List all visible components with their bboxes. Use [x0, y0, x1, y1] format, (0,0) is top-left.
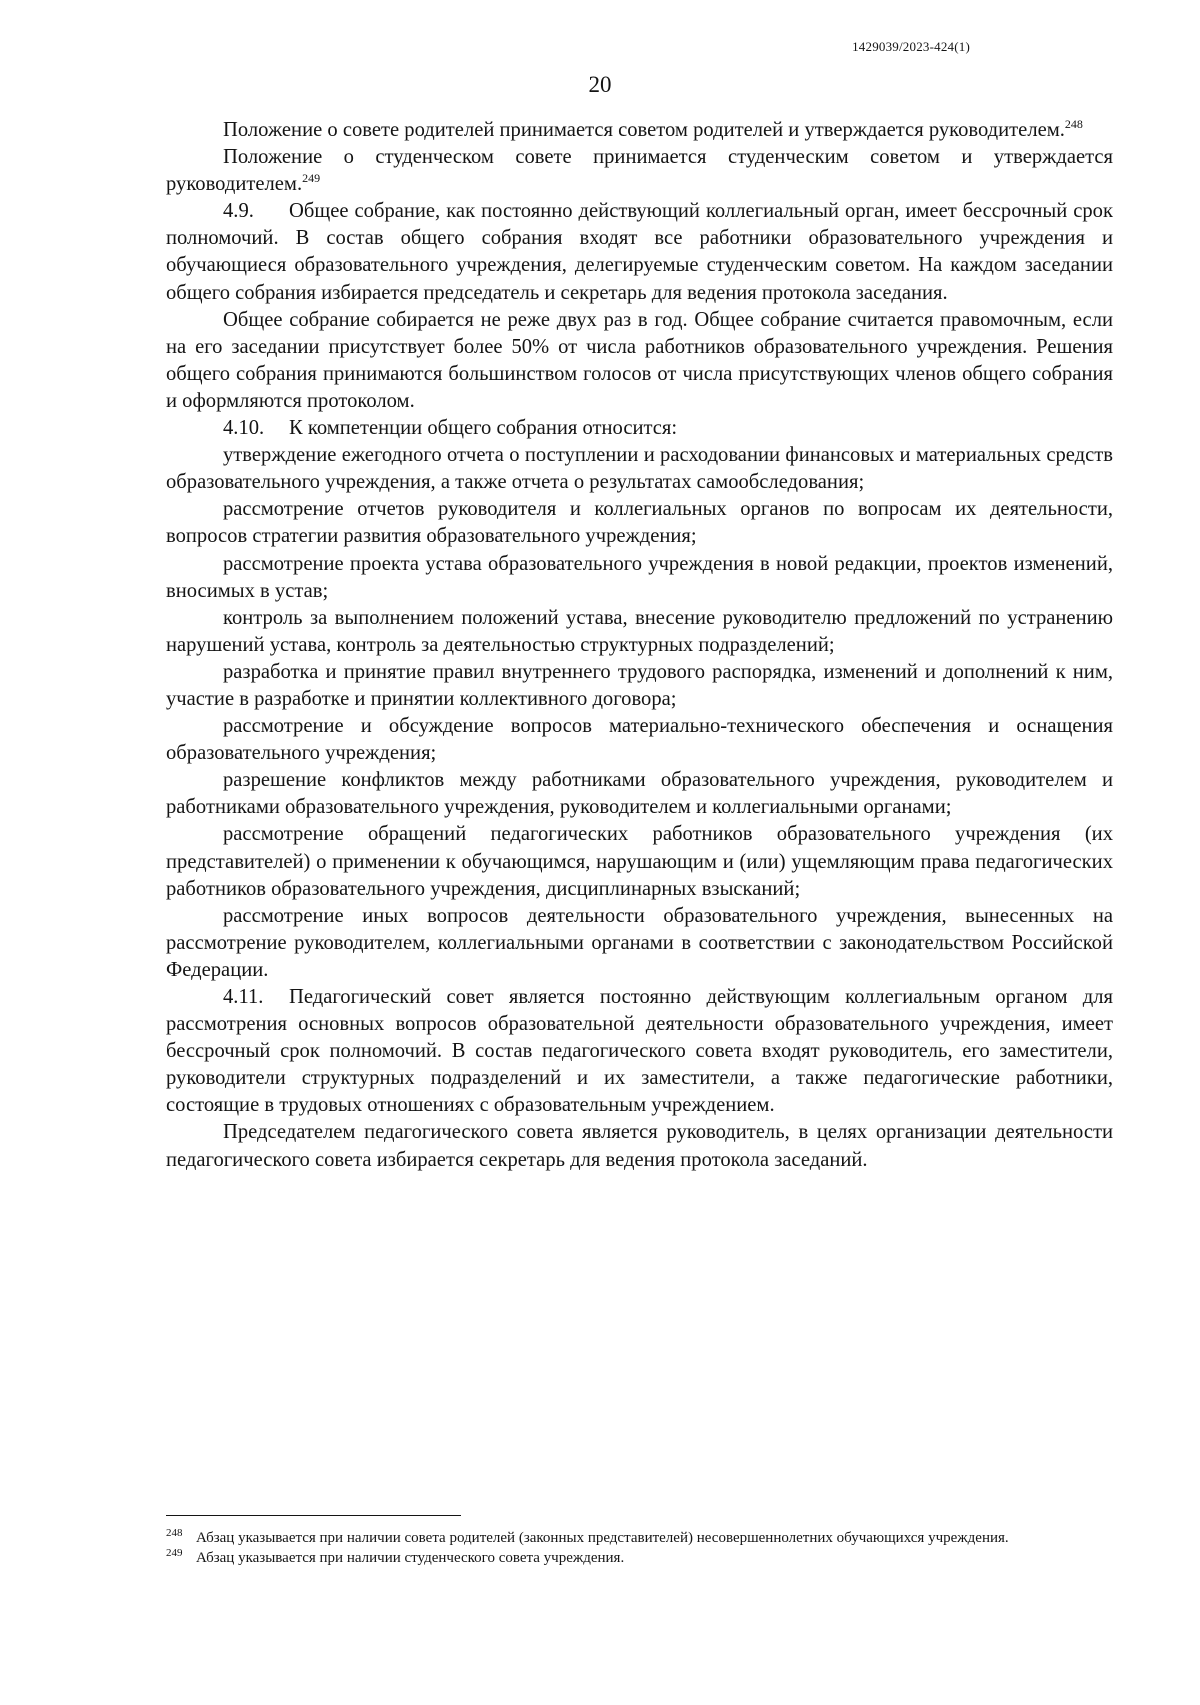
paragraph-text: Общее собрание, как постоянно действующий коллегиальный орган, имеет бессрочный срок полномочий. В состав общего собрания входят все работники образовательного учреждения и обучающиеся образовательного учреждения, делегируемые студенческим советом. На каждом заседании общего собрания избирается председатель и секретарь для ведения протокола заседания. [166, 200, 1113, 304]
footnote-mark: 249 [166, 1547, 183, 1559]
paragraph-text: рассмотрение обращений педагогических работников образовательного учреждения (их представителей) о применении к обучающимся, нарушающим и (или) ущемляющим права педагогических работников образовательного учреждения, дисциплинарных взысканий; [166, 823, 1113, 900]
paragraph-text: Положение о студенческом совете принимается студенческим советом и утверждается руководителем. [166, 146, 1113, 196]
footnote-ref: 249 [302, 171, 321, 186]
list-item [166, 659, 1113, 713]
paragraph-text: Председателем педагогического совета является руководитель, в целях организации деятельности педагогического совета избирается секретарь для ведения протокола заседаний. [166, 1121, 1113, 1171]
paragraph-text: рассмотрение отчетов руководителя и коллегиальных органов по вопросам их деятельности, вопросов стратегии развития образовательного учреждения; [166, 498, 1113, 548]
paragraph-general-meeting [166, 307, 1113, 415]
footnote-separator [166, 1515, 461, 1516]
footnote-text: Абзац указывается при наличии совета родителей (законных представителей) несовершеннолетних обучающихся учреждения. [196, 1530, 1009, 1546]
paragraph-parents-council [166, 117, 1113, 144]
clause-4-11 [166, 984, 1113, 1119]
list-item [166, 821, 1113, 902]
paragraph-text: разработка и принятие правил внутреннего трудового распорядка, изменений и дополнений к ним, участие в разработке и принятии коллективного договора; [166, 660, 1113, 710]
footnote-ref: 248 [1064, 117, 1083, 131]
clause-number: 4.9. [223, 200, 254, 223]
paragraph-text: рассмотрение и обсуждение вопросов материально-технического обеспечения и оснащения образовательного учреждения; [166, 715, 1113, 765]
clause-number: 4.11. [223, 986, 264, 1008]
paragraph-student-council [166, 144, 1113, 198]
paragraph-pedagogical-council-chair [166, 1119, 1113, 1173]
page-number: 20 [588, 72, 612, 97]
list-item [166, 496, 1113, 550]
list-item [166, 713, 1113, 767]
clause-number: 4.10. [223, 417, 265, 440]
paragraph-text: рассмотрение проекта устава образовательного учреждения в новой редакции, проектов изменений, вносимых в устав; [166, 552, 1113, 602]
list-item [166, 605, 1113, 659]
paragraph-text: Педагогический совет является постоянно действующим коллегиальным органом для рассмотрения основных вопросов образовательной деятельности образовательного учреждения, имеет бессрочный срок полномочий. В состав педагогического совета входят руководитель, его заместители, руководители структурных подразделений и их заместители, а также педагогические работники, состоящие в трудовых отношениях с образовательным учреждением. [166, 986, 1113, 1117]
paragraph-text: Положение о совете родителей принимается советом родителей и утверждается руководителем. [223, 119, 1065, 141]
footnote-248 [166, 1528, 1113, 1548]
footnote-249 [166, 1548, 1113, 1568]
list-item [166, 767, 1113, 821]
paragraph-text: контроль за выполнением положений устава, внесение руководителю предложений по устранению нарушений устава, контроль за деятельностью структурных подразделений; [166, 606, 1113, 656]
list-item [166, 442, 1113, 496]
footnote-text: Абзац указывается при наличии студенческого совета учреждения. [196, 1550, 625, 1566]
body-text [166, 117, 1113, 1174]
paragraph-text: утверждение ежегодного отчета о поступлении и расходовании финансовых и материальных средств образовательного учреждения, а также отчета о результатах самообследования; [166, 444, 1113, 494]
paragraph-text: К компетенции общего собрания относится: [289, 417, 678, 440]
paragraph-text: рассмотрение иных вопросов деятельности образовательного учреждения, вынесенных на рассмотрение руководителем, коллегиальными органами в соответствии с законодательством Российской Федерации. [166, 904, 1113, 981]
clause-4-9 [166, 198, 1113, 306]
footnotes [166, 1528, 1113, 1568]
list-item [166, 903, 1113, 984]
list-item [166, 551, 1113, 605]
clause-4-10 [166, 415, 1113, 442]
document-number: 1429039/2023-424(1) [852, 39, 970, 54]
paragraph-text: Общее собрание собирается не реже двух раз в год. Общее собрание считается правомочным, если на его заседании присутствует более 50% от числа работников образовательного учреждения. Решения общего собрания принимаются большинством голосов от числа присутствующих членов общего собрания и оформляются протоколом. [166, 308, 1113, 412]
footnote-mark: 248 [166, 1527, 183, 1539]
paragraph-text: разрешение конфликтов между работниками образовательного учреждения, руководителем и работниками образовательного учреждения, руководителем и коллегиальными органами; [166, 769, 1113, 819]
